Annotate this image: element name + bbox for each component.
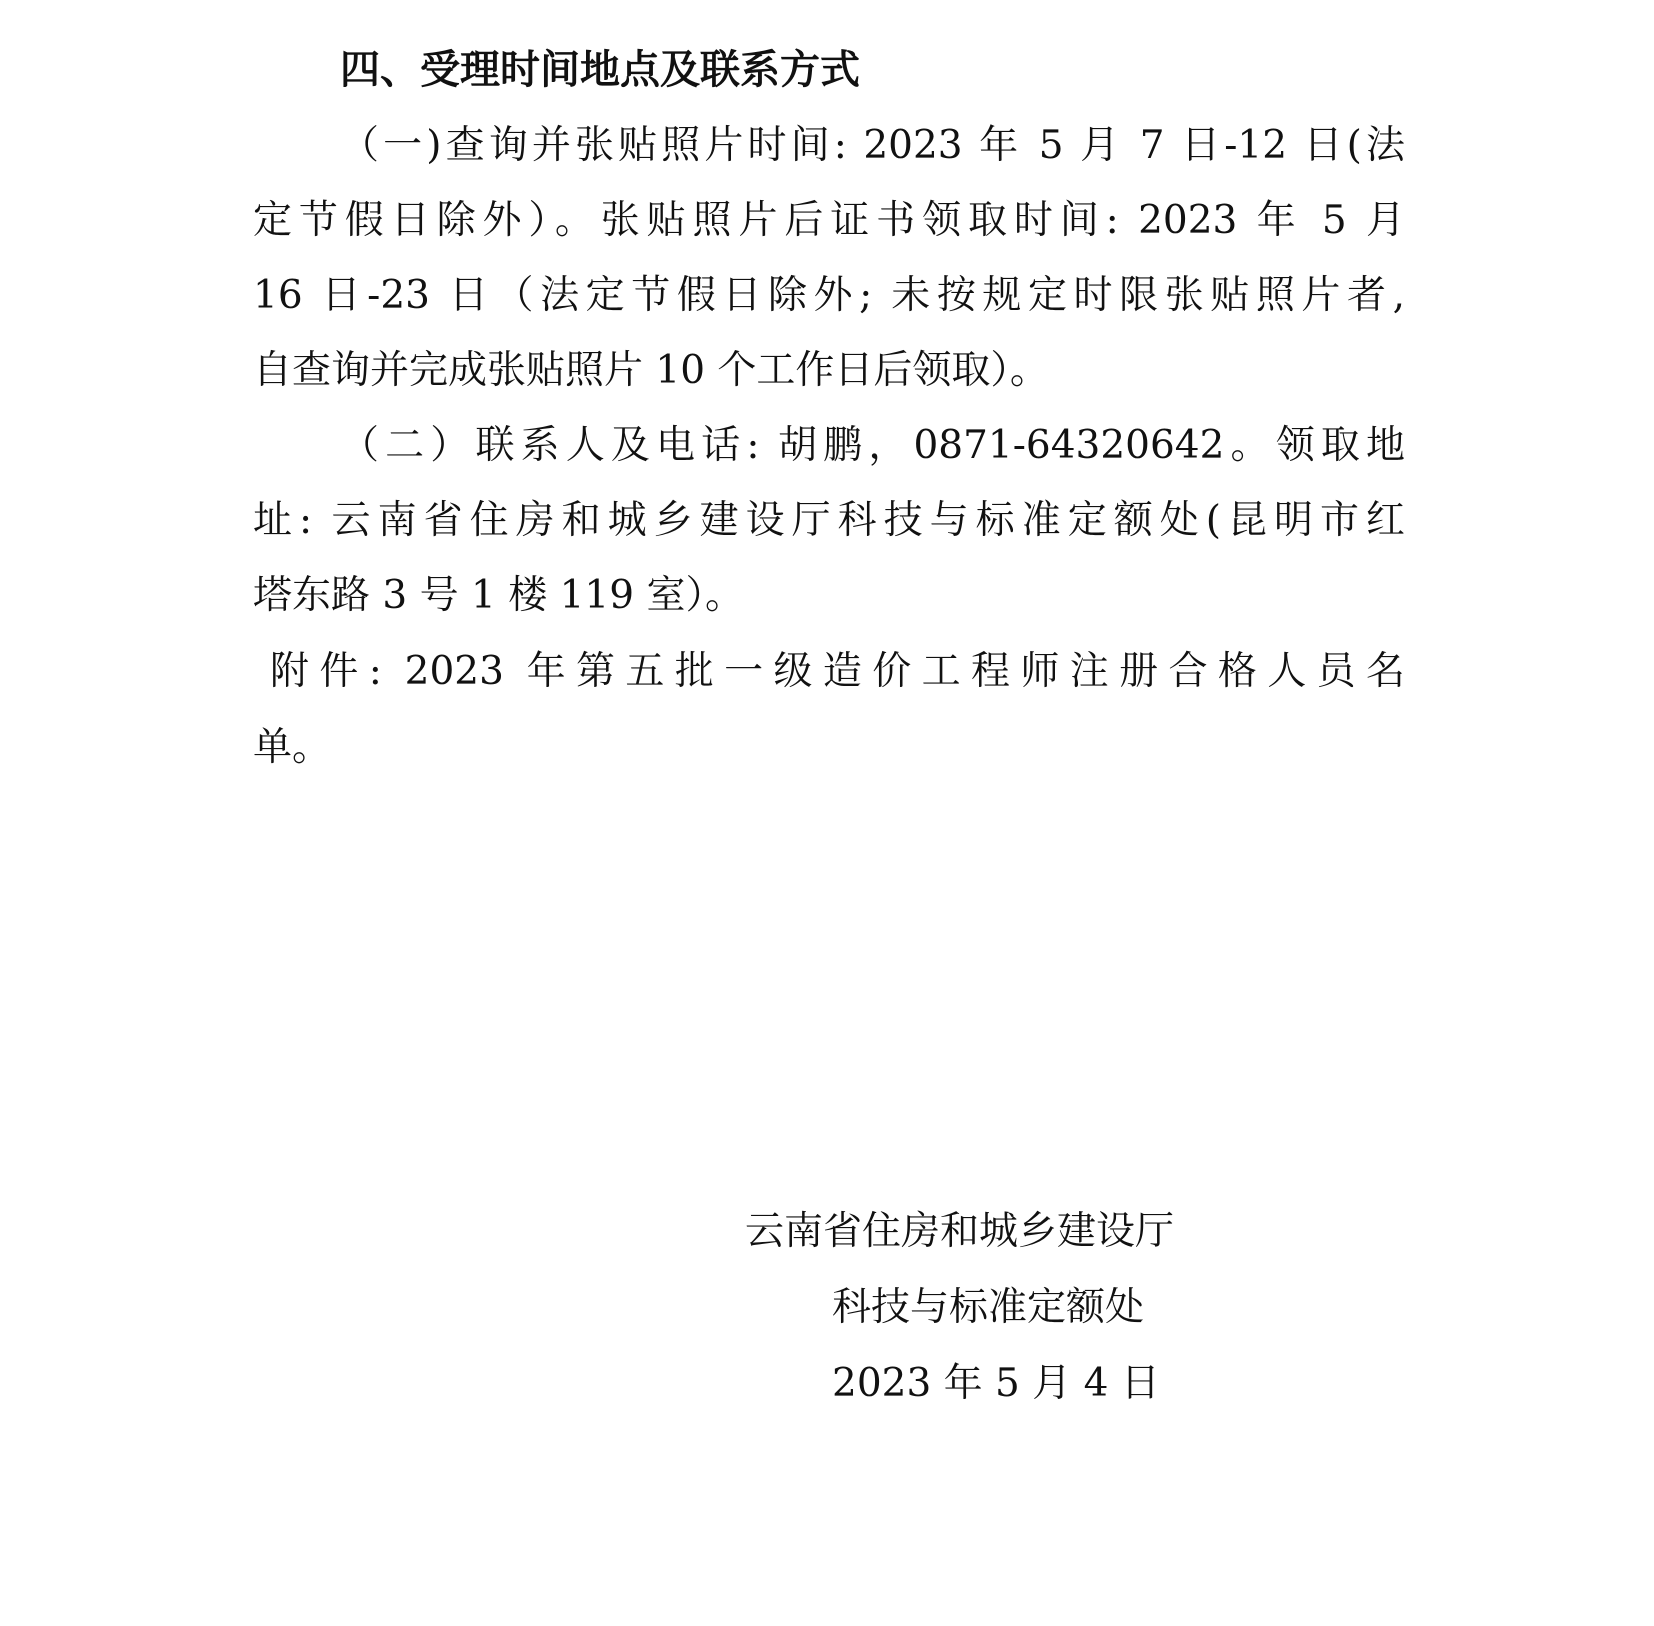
paragraph-2-line-2: 址: 云南省住房和城乡建设厅科技与标准定额处(昆明市红 — [253, 498, 1405, 543]
paragraph-1-line-1: （一)查询并张贴照片时间: 2023 年 5 月 7 日-12 日(法 — [340, 123, 1405, 168]
paragraph-1-line-2: 定节假日除外）。张贴照片后证书领取时间: 2023 年 5 月 — [253, 198, 1405, 243]
paragraph-2-line-1: （二）联系人及电话: 胡鹏，0871-64320642。领取地 — [340, 423, 1405, 468]
section-heading: 四、受理时间地点及联系方式 — [340, 47, 860, 93]
paragraph-2-line-3: 塔东路 3 号 1 楼 119 室）。 — [253, 573, 744, 618]
paragraph-1-line-3: 16 日-23 日（法定节假日除外; 未按规定时限张贴照片者, — [253, 273, 1405, 318]
signature-department: 科技与标准定额处 — [832, 1285, 1145, 1330]
paragraph-1-line-4: 自查询并完成张贴照片 10 个工作日后领取）。 — [253, 348, 1049, 393]
attachment-line-2: 单。 — [253, 725, 332, 770]
attachment-line-1: 附件: 2023 年第五批一级造价工程师注册合格人员名 — [270, 649, 1405, 694]
signature-organization: 云南省住房和城乡建设厅 — [745, 1209, 1175, 1254]
signature-date: 2023 年 5 月 4 日 — [832, 1361, 1160, 1406]
